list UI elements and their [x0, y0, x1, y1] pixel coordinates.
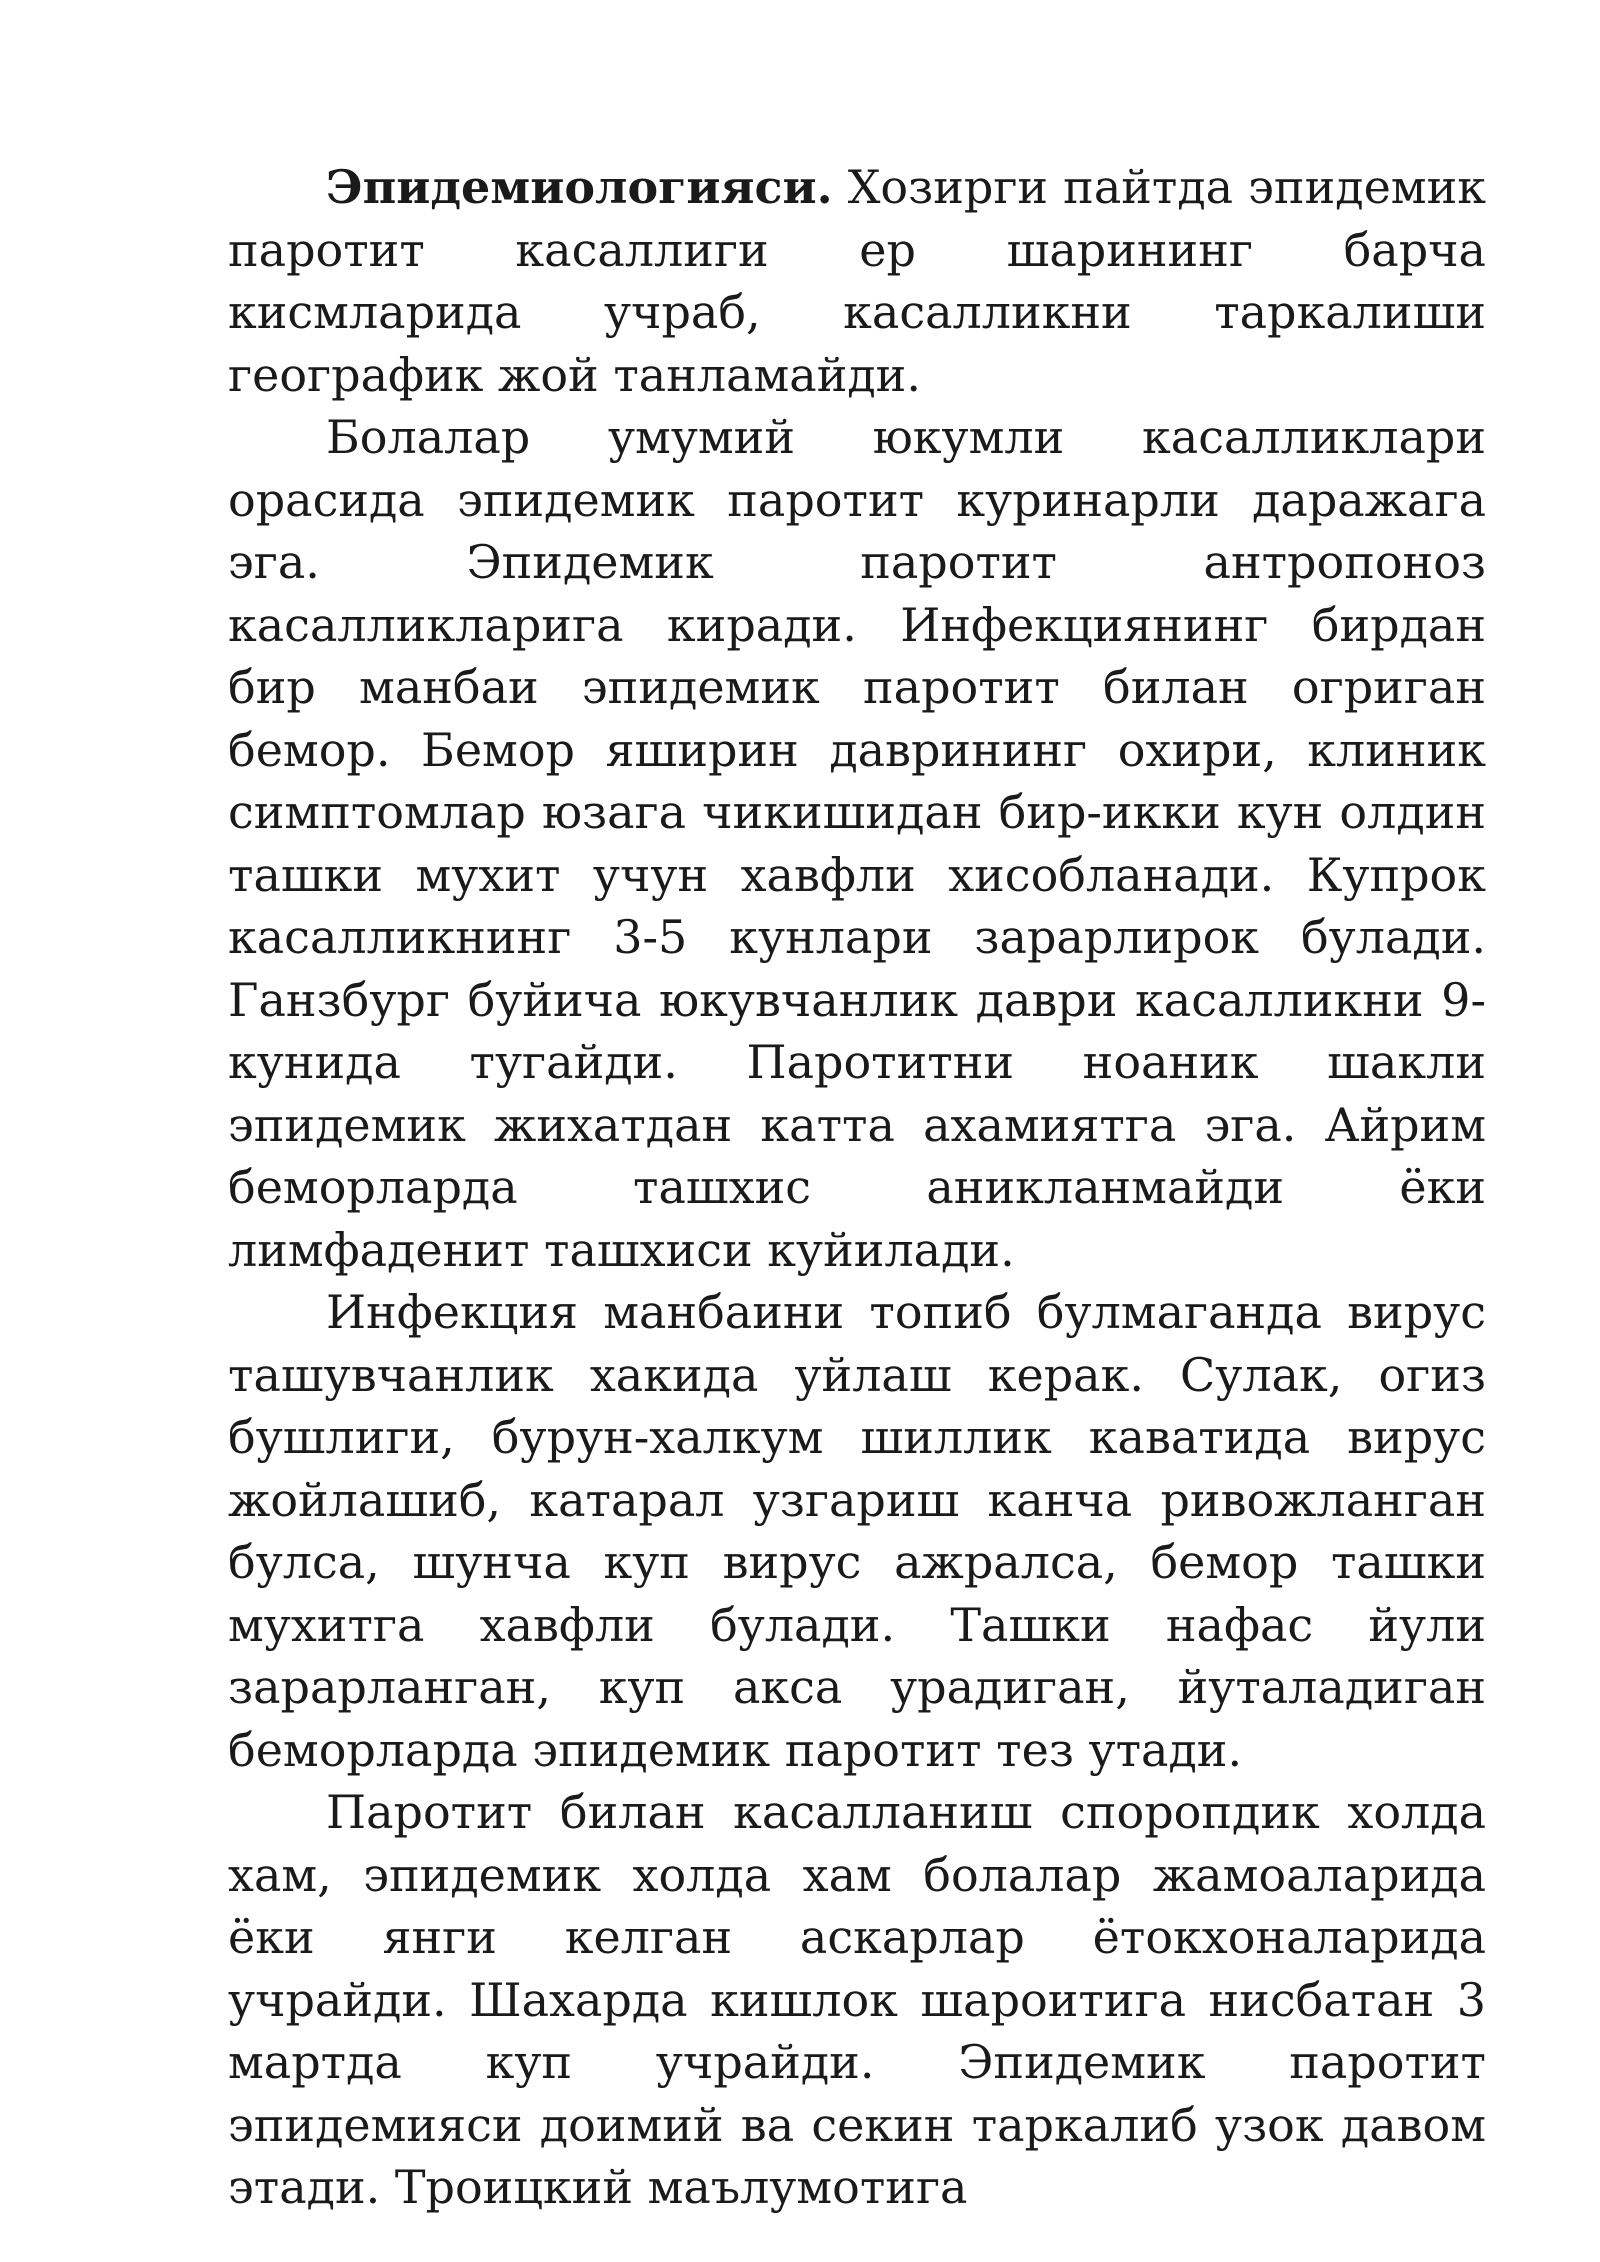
section-heading: Эпидемиологияси. — [326, 160, 833, 214]
paragraph-carriers: Инфекция манбаини топиб булмаганда вирус ташувчанлик хакида уйлаш керак. Сулак, огиз бушлиги, бурун-халкум шиллик каватида вирус жойлашиб, катарал узгариш канча ривожланган булса, шунча куп вирус ажралса, бемор ташки мухитга хавфли булади. Ташки нафас йули зарарланган, куп акса урадиган, йуталадиган беморларда эпидемик паротит тез утади. — [228, 1285, 1486, 1777]
paragraph-sources: Болалар умумий юкумли касалликлари орасида эпидемик паротит куринарли даражага эга. Эпидемик паротит антропоноз касалликларига киради. Инфекциянинг бирдан бир манбаи эпидемик паротит билан огриган бемор. Бемор яширин даврининг охири, клиник симптомлар юзага чикишидан бир-икки кун олдин ташки мухит учун хавфли хисобланади. Купрок касалликнинг 3-5 кунлари зарарлирок булади. Ганзбург буйича юкувчанлик даври касалликни 9-кунида тугайди. Паротитни ноаник шакли эпидемик жихатдан катта ахамиятга эга. Айрим беморларда ташхис аникланмайди ёки лимфаденит ташхиси куйилади. — [228, 410, 1486, 1277]
document-page — [228, 156, 1486, 2219]
paragraph-incidence: Паротит билан касалланиш споропдик холда хам, эпидемик холда хам болалар жамоаларида ёки янги келган аскарлар ётокхоналарида учрайди. Шахарда кишлок шароитига нисбатан 3 мартда куп учрайди. Эпидемик паротит эпидемияси доимий ва секин таркалиб узок давом этади. Троицкий маълумотига — [228, 1785, 1486, 2214]
paragraph-epidemiology — [228, 156, 1486, 406]
paragraph-text: Хозирги пайтда эпидемик паротит касаллиги ер шарининг барча кисмларида учраб, касалликни таркалиши географик жой танламайди. — [228, 160, 1486, 402]
